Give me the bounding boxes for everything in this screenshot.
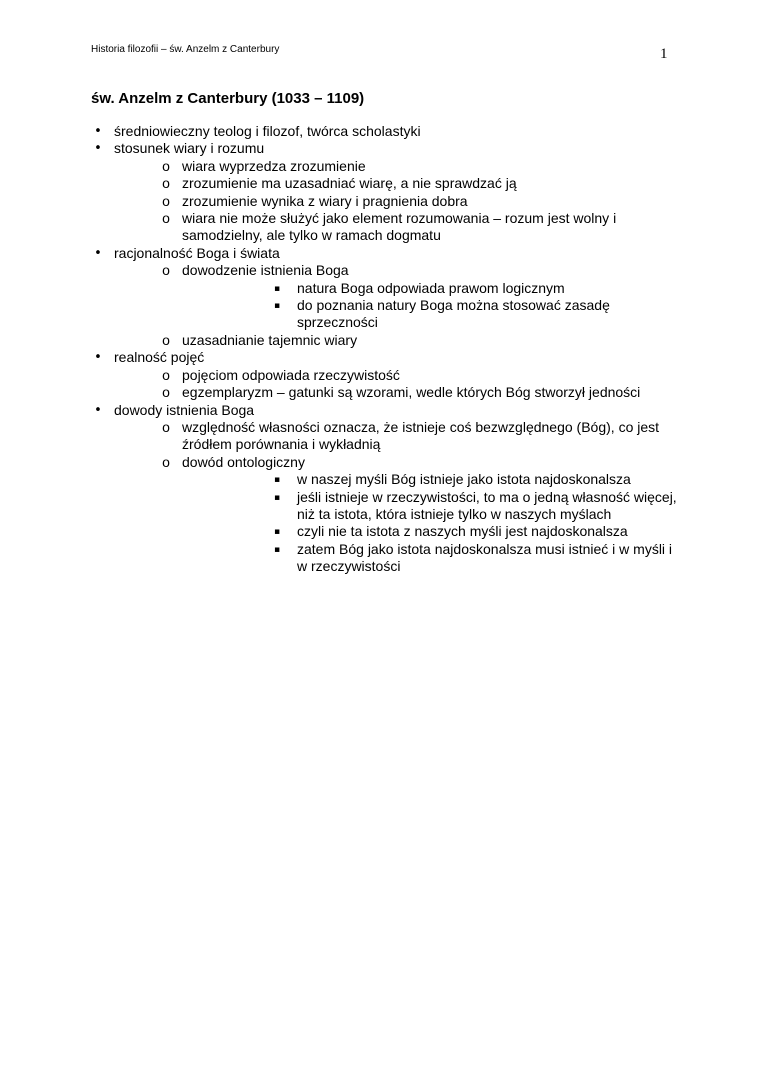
list-item-text: dowody istnienia Boga xyxy=(114,401,255,418)
list-item xyxy=(114,332,681,349)
list-item-text: zatem Bóg jako istota najdoskonalsza musi istnieć i w myśli i w rzeczywistości xyxy=(297,540,673,575)
square-marker: ▪ xyxy=(273,475,281,486)
circle-marker: o xyxy=(162,157,170,174)
list-item-text: stosunek wiary i rozumu xyxy=(114,140,265,157)
list-item xyxy=(91,123,681,140)
list-item xyxy=(91,245,681,349)
bullet-marker: • xyxy=(94,350,102,366)
list-item-text: dowodzenie istnienia Boga xyxy=(182,262,349,279)
circle-marker: o xyxy=(162,192,170,209)
list-item xyxy=(182,523,681,540)
list-item-text: czyli nie ta istota z naszych myśli jest najdoskonalsza xyxy=(297,523,628,540)
document-title: św. Anzelm z Canterbury (1033 – 1109) xyxy=(91,90,365,107)
list-item-text: natura Boga odpowiada prawom logicznym xyxy=(297,279,565,296)
circle-marker: o xyxy=(162,262,170,279)
list-item xyxy=(114,193,681,210)
list-item xyxy=(182,541,681,576)
circle-marker: o xyxy=(162,175,170,192)
list-item xyxy=(91,349,681,401)
square-marker: ▪ xyxy=(273,492,281,503)
sublist xyxy=(114,262,681,349)
list-item xyxy=(114,158,681,175)
list-item-text: zrozumienie ma uzasadniać wiarę, a nie sprawdzać ją xyxy=(182,175,517,192)
list-item-text: względność własności oznacza, że istnieje coś bezwzględnego (Bóg), co jest źródłem porównania i wykładnią xyxy=(182,418,660,453)
bullet-marker: • xyxy=(94,141,102,157)
circle-marker: o xyxy=(162,366,170,383)
list-item-text: realność pojęć xyxy=(114,349,205,366)
outline-list xyxy=(91,123,681,576)
list-item-text: dowód ontologiczny xyxy=(182,453,305,470)
circle-marker: o xyxy=(162,418,170,435)
square-marker: ▪ xyxy=(273,544,281,555)
bullet-marker: • xyxy=(94,124,102,139)
sublist xyxy=(114,158,681,245)
square-marker: ▪ xyxy=(273,527,281,538)
list-item xyxy=(114,419,681,454)
list-item xyxy=(114,210,681,245)
sublist xyxy=(182,471,681,575)
list-item-text: wiara wyprzedza zrozumienie xyxy=(182,157,366,174)
sublist xyxy=(182,280,681,332)
list-item xyxy=(91,140,681,244)
sublist xyxy=(114,419,681,576)
list-item-text: pojęciom odpowiada rzeczywistość xyxy=(182,366,400,383)
outline xyxy=(91,123,681,576)
list-item xyxy=(114,367,681,384)
list-item xyxy=(182,297,681,332)
bullet-marker: • xyxy=(94,245,102,261)
list-item xyxy=(114,384,681,401)
list-item-text: egzemplaryzm – gatunki są wzorami, wedle których Bóg stworzył jedności xyxy=(182,384,641,401)
list-item-text: wiara nie może służyć jako element rozumowania – rozum jest wolny i samodzielny, ale tylko w ramach dogmatu xyxy=(182,210,617,244)
circle-marker: o xyxy=(162,384,170,401)
list-item xyxy=(114,262,681,332)
circle-marker: o xyxy=(162,331,170,348)
list-item-text: uzasadnianie tajemnic wiary xyxy=(182,331,358,348)
bullet-marker: • xyxy=(94,402,102,418)
list-item-text: jeśli istnieje w rzeczywistości, to ma o jedną własność więcej, niż ta istota, która istnieje tylko w naszych myślach xyxy=(297,488,677,522)
running-header: Historia filozofii – św. Anzelm z Canterbury xyxy=(91,44,280,55)
page-number: 1 xyxy=(660,46,668,62)
square-marker: ▪ xyxy=(273,283,281,294)
list-item xyxy=(114,454,681,576)
list-item xyxy=(114,175,681,192)
list-item-text: średniowieczny teolog i filozof, twórca scholastyki xyxy=(114,123,421,139)
circle-marker: o xyxy=(162,453,170,470)
list-item-text: w naszej myśli Bóg istnieje jako istota najdoskonalsza xyxy=(297,471,631,488)
list-item-text: zrozumienie wynika z wiary i pragnienia dobra xyxy=(182,192,468,209)
square-marker: ▪ xyxy=(273,301,281,312)
sublist xyxy=(114,367,681,402)
list-item-text: do poznania natury Boga można stosować zasadę sprzeczności xyxy=(297,297,610,331)
list-item-text: racjonalność Boga i świata xyxy=(114,244,280,261)
list-item xyxy=(91,402,681,576)
list-item xyxy=(182,489,681,524)
list-item xyxy=(182,471,681,488)
list-item xyxy=(182,280,681,297)
circle-marker: o xyxy=(162,210,170,227)
